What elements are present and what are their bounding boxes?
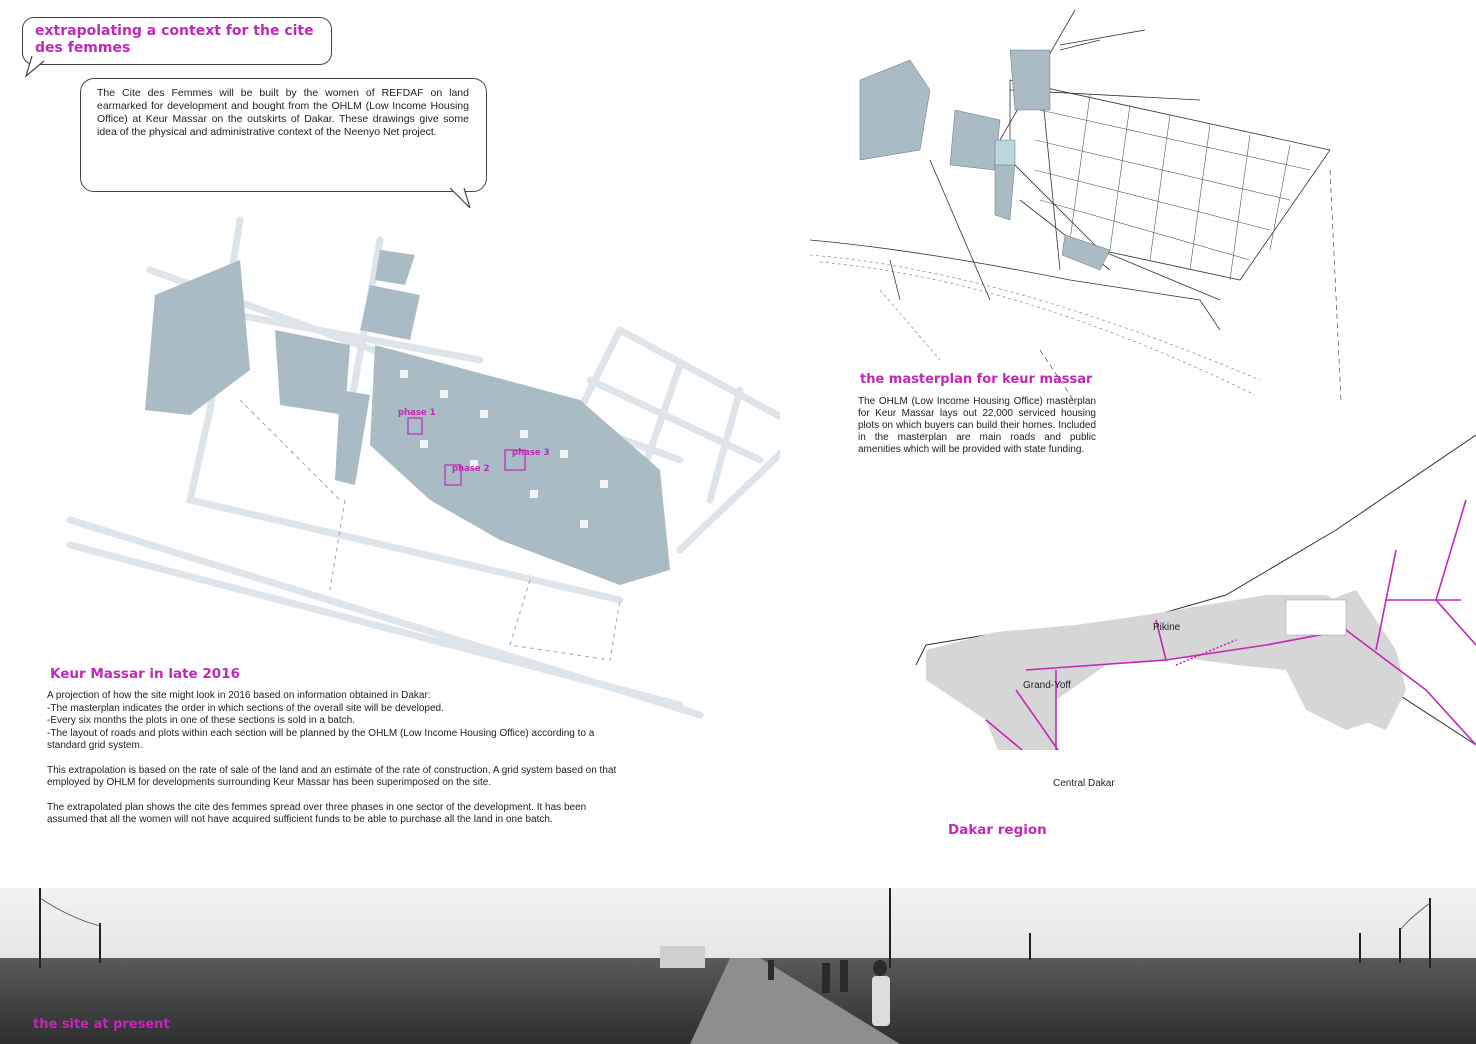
masterplan-heading: the masterplan for keur massar: [860, 372, 1093, 387]
intro-text: The Cite des Femmes will be built by the women of REFDAF on land earmarked for development and bought from the OHLM (Low Income Housing Office) at Keur Massar on the outskirts of Dakar. These drawings give some idea of the physical and administrative context of the Neenyo Net project.: [97, 87, 469, 138]
keur-massar-para-2: This extrapolation is based on the rate of sale of the land and an estimate of the rate of construction. A grid system based on that employed by OHLM for developments surrounding Keur Massar has been superimposed on the site.: [47, 764, 617, 788]
dakar-region-map: [906, 420, 1476, 750]
place-grand-yoff: Grand-Yoff: [1023, 680, 1071, 691]
photo-caption: the site at present: [33, 1017, 170, 1032]
page-title: extrapolating a context for the cite des femmes: [35, 23, 314, 56]
keur-massar-line-3: -Every six months the plots in one of these sections is sold in a batch.: [47, 715, 355, 726]
place-central-dakar: Central Dakar: [1053, 778, 1115, 789]
keur-massar-text: [47, 690, 627, 839]
place-pikine: Pikine: [1153, 622, 1181, 633]
site-photo: [0, 888, 1476, 1044]
keur-massar-line-4: -The layout of roads and plots within each section will be planned by the OHLM (Low Income Housing Office) according to a standard grid system.: [47, 727, 595, 751]
keur-massar-plan: [60, 200, 780, 720]
dakar-region-heading: Dakar region: [948, 822, 1047, 838]
phase-1-label: phase 1: [398, 408, 436, 418]
keur-massar-line-1: A projection of how the site might look in 2016 based on information obtained in Dakar:: [47, 690, 431, 701]
intro-bubble: [80, 78, 487, 192]
masterplan-text: The OHLM (Low Income Housing Office) masterplan for Keur Massar lays out 22,000 serviced housing plots on which buyers can build their homes. Included in the masterplan are main roads and public amenities which will be provided with state funding.: [858, 396, 1096, 455]
keur-massar-heading: Keur Massar in late 2016: [50, 666, 240, 682]
keur-massar-para-3: The extrapolated plan shows the cite des femmes spread over three phases in one sector of the development. It has been assumed that all the women will not have acquired sufficient funds to be able to purchase all the land in one batch.: [47, 801, 587, 825]
title-bubble-tail: [22, 56, 82, 86]
masterplan-drawing: [800, 0, 1360, 400]
phase-2-label: phase 2: [452, 464, 490, 474]
phase-3-label: phase 3: [512, 448, 550, 458]
site-photo-drawing: [0, 888, 1476, 1044]
keur-massar-line-2: -The masterplan indicates the order in which sections of the overall site will be developed.: [47, 702, 444, 714]
